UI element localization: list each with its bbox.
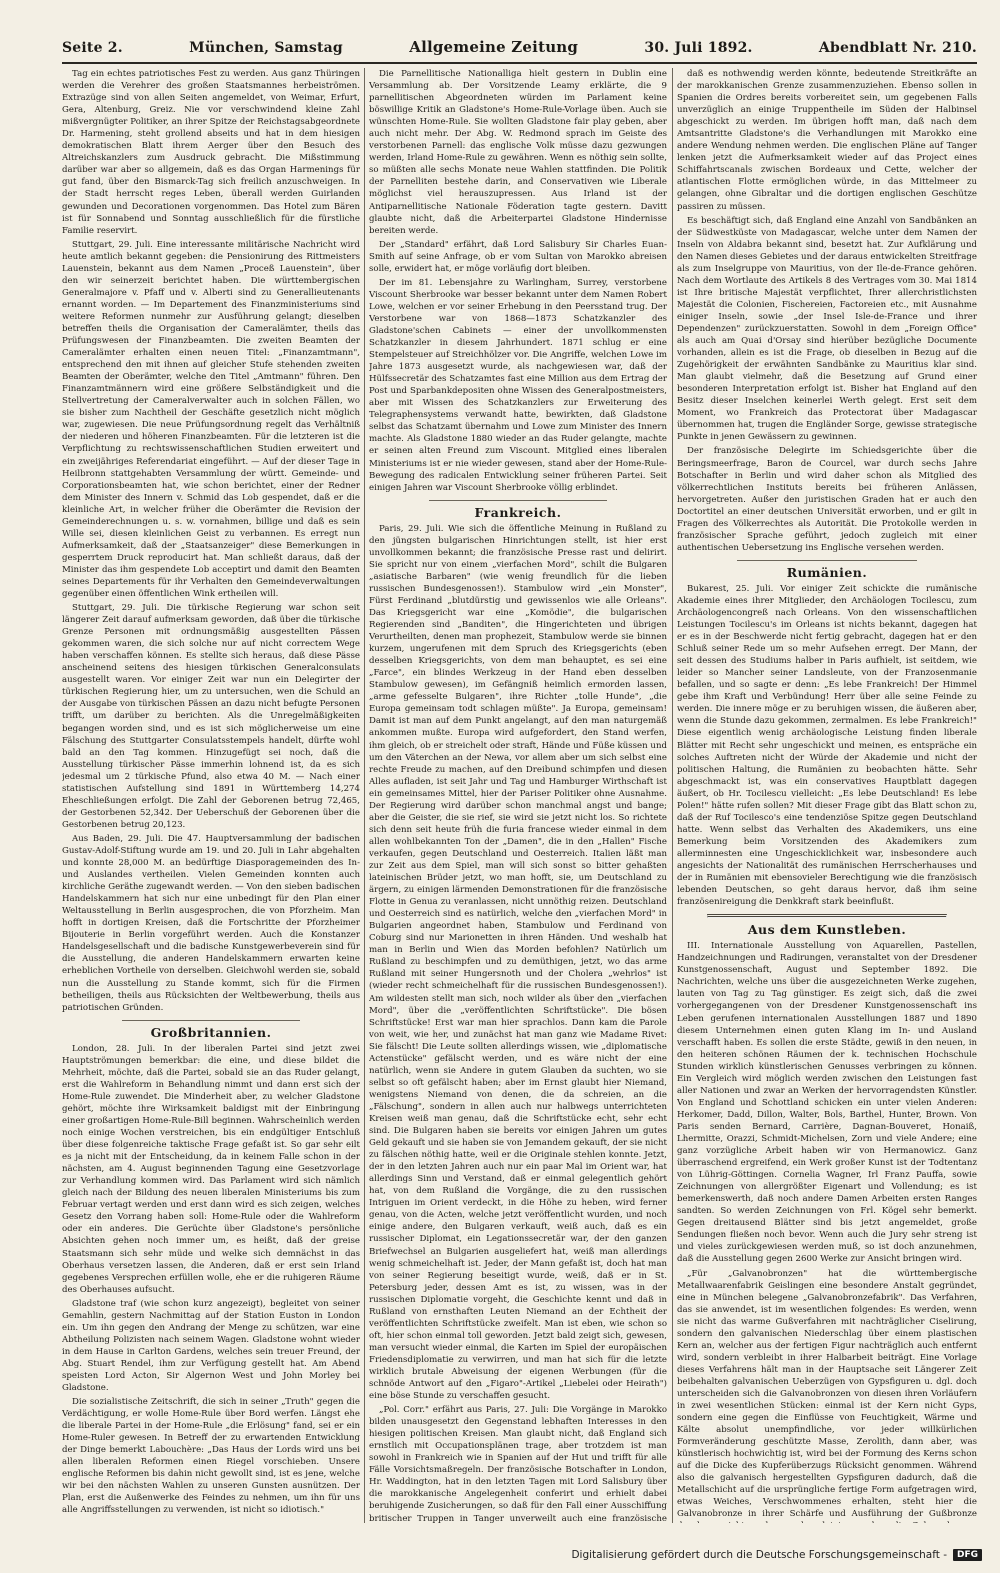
section-heading-art: Aus dem Kunstleben. <box>747 922 907 938</box>
section-heading-gb: Großbritannien. <box>150 1024 272 1040</box>
divider <box>429 500 607 501</box>
credit-text: Digitalisierung gefördert durch die Deutsche Forschungsgemeinschaft - <box>571 1549 947 1561</box>
article-paragraph: Aus Baden, 29. Juli. Die 47. Hauptversammlung der badischen Gustav-Adolf-Stiftung wurde am 19. und 20. Juli in Lahr abgehalten und konnte 28,000 M. an bedürftige Diasporagemeinden des In- und Auslandes vertheilen. Vielen Gemeinden konnten auch kirchliche Geräthe zugewandt werden. — Von den sieben badischen Handelskammern hat sich nur eine unbedingt für den Plan einer Weltausstellung in Berlin ausgesprochen, die von Pforzheim. Man hofft in dortigen Kreisen, daß die Fortschritte der Pforzheimer Bijouterie in Berlin vorgeführt werden. Auch die Konstanzer Handelsgesellschaft und die badische Kunstgewerbeverein sind für die Ausstellung, die anderen Handelskammern erwarten keine erheblichen Vortheile von derselben. Gleichwohl werden sie, sobald nun die Ausstellung zu Stande kommt, sich für die Firmen betheiligen, theils aus Rücksichten der Weltbewerbung, theils aus patriotischen Gründen. <box>62 833 360 1013</box>
newspaper-title: Allgemeine Zeitung <box>409 38 579 56</box>
section-heading-fr: Frankreich. <box>474 504 562 520</box>
article-paragraph: Die Parnellitische Nationalliga hielt gestern in Dublin eine Versammlung ab. Der Vorsitzende Leamy erklärte, die 9 parnellitischen Abgeordneten würden im Parlament keine böswillige Kritik an Gladstone's Home-Rule-Vorlage üben. Auch sie wünschten Home-Rule. Sie wollten Gladstone fair play geben, aber auch nicht mehr. Der Abg. W. Redmond sprach im Geiste des verstorbenen Parnell: das englische Volk müsse dazu gezwungen werden, Irland Home-Rule zu gewähren. Wenn es nöthig sein sollte, so müßten alle sechs Monate neue Wahlen stattfinden. Die Politik der Parnelliten bestehe darin, and Conservativen wie Liberale möglichst viel herauszupressen. Aus Irland ist der Antiparnellitische Nationale Föderation tagte gestern. Davitt glaubte nicht, daß die Arbeiterpartei Gladstone Hindernisse bereiten werde. <box>369 69 667 236</box>
column-rule <box>364 68 365 1523</box>
column-1 <box>62 68 360 1523</box>
article-paragraph: London, 28. Juli. In der liberalen Partei sind jetzt zwei Hauptströmungen bemerkbar: die eine, und diese bildet die Mehrheit, möchte, daß die Partei, sobald sie an das Ruder gelangt, erst die Wahlreform in Behandlung nimmt und dann erst sich der Home-Rule zuwendet. Die Minderheit aber, zu welcher Gladstone gehört, möchte ihre Wirksamkeit baldigst mit der Einbringung einer großartigen Home-Rule-Bill beginnen. Wahrscheinlich werden noch einige Wochen verstreichen, bis ein endgültiger Entschluß über diese folgenreiche taktische Frage gefaßt ist. So gar sehr eilt es ja nicht mit der Entscheidung, da in keinem Falle schon in der nächsten, am 4. August beginnenden Tagung eine Gesetzvorlage zur Verhandlung kommen wird. Das Parlament wird sich nämlich gleich nach der Bildung des neuen liberalen Ministeriums bis zum Februar vertagt werden und erst dann wird es sich zeigen, welches Gesetz den Vorrang haben soll: Home-Rule oder die Wahlreform oder ein anderes. Die Gerüchte über Gladstone's persönliche Absichten gehen noch immer um, es heißt, daß der greise Staatsmann sich sehr müde und welke sich demnächst in das Oberhaus versetzen lassen, die Anderen, daß er erst sein Irland gegebenes Versprechen erfüllen wolle, ehe er die ruhigeren Räume des Oberhauses aufsucht. <box>62 1043 360 1295</box>
article-paragraph: Der im 81. Lebensjahre zu Warlingham, Surrey, verstorbene Viscount Sherbrooke war besser bekannt unter dem Namen Robert Lowe, welchen er vor seiner Erhebung in den Peersstand trug. Der Verstorbene war von 1868—1873 Schatzkanzler des Gladstone'schen Cabinets — einer der unvollkommensten Schatzkanzler in diesem Jahrhundert. 1871 schlug er eine Stempelsteuer auf Streichhölzer vor. Die Angriffe, welchen Lowe im Jahre 1873 ausgesetzt wurde, als nachgewiesen war, daß der Hülfssecretär des Schatzamtes fast eine Million aus dem Ertrag der Post und Sparbankdepositen ohne Wissen des Generalpostmeisters, aber mit Wissen des Schatzkanzlers zur Erweiterung des Telegraphensystems verwandt hatte, bewirkten, daß Gladstone selbst das Schatzamt übernahm und Lowe zum Minister des Innern machte. Als Gladstone 1880 wieder an das Ruder gelangte, machte er seinen alten Freund zum Viscount. Mitglied eines liberalen Ministeriums ist er nie wieder gewesen, stand aber der Home-Rule-Bewegung des radicalen Entwicklung seiner früheren Partei. Seit einigen Jahren war Viscount Sherbrooke völlig erblindet. <box>369 277 667 493</box>
article-paragraph: Der „Standard" erfährt, daß Lord Salisbury Sir Charles Euan-Smith auf seine Anfrage, ob er vom Sultan von Marokko abreisen solle, erwidert hat, er möge vorläufig dort bleiben. <box>369 239 667 274</box>
article-paragraph: „Für „Galvanobronzen" hat die württembergische Metallwaarenfabrik Geislingen eine besondere Anstalt gegründet, eine in München belegene „Galvanobronzefabrik". Das Verfahren, das sie anwendet, ist im wesentlichen folgendes: Es werden, wenn sie nicht das warme Gußverfahren mit nachträglicher Ciselirung, sondern den galvanischen Niederschlag über einem plastischen Kern an, welcher aus der fertigen Figur nachträglich auch entfernt wird, sondern verbleibt in ihrer Halbarbeit beiträgt. Eine Vorlage dieses Verfahrens hält man in der Hauptsache seit Längerer Zeit beibehalten galvanischen Ueberzügen von Gypsfiguren u. dgl. doch unterscheiden sich die Galvanobronzen von diesen ihren Vorläufern in zwei wesentlichen Stücken: einmal ist der Kern nicht Gyps, sondern eine gegen die Einflüsse von Feuchtigkeit, Wärme und Kälte absolut unempfindliche, vor jeder willkürlichen Formveränderung geschützte Masse, Zerolith, dann aber, was künstlerisch hochwichtig ist, wird bei der Formung des Kerns schon auf die Dicke des Kupferüberzugs Rücksicht genommen. Während also die galvanisch hergestellten Gypsfiguren dadurch, daß die Metallschicht auf die ursprüngliche fertige Form aufgetragen wird, etwas Weiches, Verschwommenes erhalten, steht hier die Galvanobronze in ihrer Schärfe und Ausführung der Gußbronze <box>677 1268 977 1520</box>
article-paragraph: Die sozialistische Zeitschrift, die sich in seiner „Truth" gegen die Verdächtigung, er wolle Home-Rule über Bord werfen. Längst ehe die liberale Partei in der Home-Rule „die Erlösung" fand, sei er ein Home-Ruler gewesen. In Betreff der zu erwartenden Entwicklung der Dinge bemerkt Labouchère: „Das Haus der Lords wird uns bei allen liberalen Reformen einen Riegel vorschieben. Unsere englische Reformen bis dahin nicht gewollt sind, ist es jene, welche wir bei den nächsten Wahlen zu unseren Gunsten ausnützen. Der Plan, erst die Außenwerke des Feindes zu nehmen, um ihn für uns alle Angriffsstellungen zu verwenden, ist nicht so idiotisch." <box>62 1397 360 1516</box>
article-paragraph: Bukarest, 25. Juli. Vor einiger Zeit schickte die rumänische Akademie eines ihrer Mitglieder, den Archäologen Tocilescu, zum Archäologencongreß nach Orleans. Von den wissenschaftlichen Leistungen Tocilescu's im Orleans ist nichts bekannt, dagegen hat er es in der Beschwerde nicht fertig gebracht, dagegen hat er den Schluß seiner Rede um so mehr Aufsehen erregt. Der Mann, der seit dessen des Studiums halber in Paris aufhielt, ist seitdem, wie leider so Mancher seiner Landsleute, von der Franzosenmanie befallen, und so sagte er denn: „Es lebe Frankreich! Der Himmel gebe ihm Kraft und Verbündung! Herr über alle seine Feinde zu werden. Die innere möge er zu beruhigen wissen, die äußeren aber, wenn die Stunde dazu gekommen, zermalmen. Es lebe Frankreich!" Diese eigentlich wenig archäologische Leistung finden liberale Blätter mit Recht sehr ungeschickt und meinen, es entspräche ein solches Auftreten nicht der Würde der Akademie und nicht der politischen Haltung, die Rumänien zu beobachten hätte. Sehr abgeschmackt ist, was ein conservatives Hauptblatt dagegen äußert, ob Hr. Tocilescu vielleicht: „Es lebe Deutschland! Es lebe Polen!" hätte rufen sollen? Mit dieser Frage gibt das Blatt schon zu, daß der Ruf Tocilesco's eine tendenziöse Spitze gegen Deutschland hatte. Wenn selbst das Verhalten des Akademikers, uns eine Bemerkung beim Vorsitzenden des Akademikers zum allerminnesten eine Ungeschicklichkeit war, insbesondere auch angesichts der Nationalität des rumänischen Herrscherhauses und der in Rumänien mit ebensovieler Berechtigung wie die französisch lebenden Deutschen, so geht daraus hervor, daß ihm seine französenireigung die Denkkraft stark beeinflußt. <box>677 583 977 908</box>
divider <box>737 560 917 561</box>
article-paragraph: „Pol. Corr." erfährt aus Paris, 27. Juli: Die Vorgänge in Marokko bilden unausgesetzt den Gegenstand lebhaften Interesses in den hiesigen politischen Kreisen. Man glaubt nicht, daß England sich ernstlich mit Occupationsplänen trage, aber trotzdem ist man sowohl in Frankreich wie in Spanien auf der Hut und trifft für alle Fälle Vorsichtsmaßregeln. Der französische Botschafter in London, Hr. Waddington, hat in den letzten Tagen mit Lord Salisbury über die marokkanische Angelegenheit conferirt und erhielt dabei beruhigende Zusicherungen, so daß für den Fall einer Ausschiffung britischer Truppen in Tanger unverweilt auch eine französische <box>369 1405 667 1523</box>
article-paragraph: Tag ein echtes patriotisches Fest zu werden. Aus ganz Thüringen werden die Verehrer des großen Staatsmannes herbeiströmen. Extrazüge sind von allen Seiten angemeldet, von Weimar, Erfurt, Gera, Altenburg, Greiz. Nie vor verschwindend kleine Zahl mißvergnügter Politiker, an ihrer Spitze der Reichstagsabgeordnete Dr. Harmening, steht grollend abseits und hat in dem hiesigen demokratischen Blatt ihrem Aerger über den Besuch des Altreichskanzlers zum Ausdruck gebracht. Die Mißstimmung darüber war aber so allgemein, daß es das Organ Harmenings für gut fand, über den Bismarck-Tag sich freilich anzuschweigen. In der Stadt herrscht reges Leben, überall werden Guirlanden gewunden und Decorationen vorgenommen. Das Hotel zum Bären ist für Sonnabend und Sonntag ausschließlich für die fürstliche Familie reservirt. <box>62 69 360 236</box>
dfg-logo-icon: DFG <box>953 1549 982 1561</box>
newspaper-page <box>62 38 977 1528</box>
section-heading-ro: Rumänien. <box>786 564 868 580</box>
digitization-credit <box>571 1549 982 1561</box>
double-divider <box>707 914 947 918</box>
page-number: Seite 2. <box>62 40 123 56</box>
divider <box>122 1020 300 1021</box>
article-paragraph: Es beschäftigt sich, daß England eine Anzahl von Sandbänken an der Südwestküste von Madagascar, welche unter dem Namen der Inseln von Aldabra bekannt sind, besetzt hat. Zur Aufklärung und den Namen dieses Gebietes und der daraus entwickelten Streitfrage als zum Inselgruppe von Mauritius, von der Ile-de-France gehören. Nach dem Wortlaute des Artikels 8 des Vertrages vom 30. Mai 1814 ist Ihre britische Majestät verpflichtet, Ihrer allerchristlichsten Majestät die Colonien, Fischereien, Factoreien etc., mit Ausnahme einiger Inseln, sowie „der Insel Isle-de-France und ihrer Dependenzen" zurückzuerstatten. Sowohl in dem „Foreign Office" als auch am Quai d'Orsay sind hierüber bezügliche Documente vorhanden, allein es ist die Frage, ob dieselben in Bezug auf die Zugehörigkeit der erwähnten Sandbänke zu Mauritius klar sind. Man glaubt vielmehr, daß die Besetzung auf Grund einer besonderen Interpretation erfolgt ist. Bisher hat England auf den Besitz dieser Inselchen keinerlei Werth gelegt. Erst seit dem Moment, wo Frankreich das Protectorat über Madagascar übernommen hat, trugen die Engländer Sorge, gewisse strategische Punkte in jenen Gewässern zu gewinnen. <box>677 215 977 443</box>
column-rule <box>672 68 673 1523</box>
article-columns <box>62 68 977 1523</box>
article-paragraph: Stuttgart, 29. Juli. Die türkische Regierung war schon seit längerer Zeit darauf aufmerksam geworden, daß über die türkische Grenze Personen mit ordnungsmäßig ausgestellten Pässen gekommen waren, die sich solche nur auf nicht correctem Wege haben verschaffen können. Es stellte sich heraus, daß diese Pässe anscheinend seitens des hiesigen türkischen Generalconsulats ausgestellt waren. Vor einiger Zeit war nun ein Delegirter der türkischen Regierung hier, um zu untersuchen, wen die Schuld an der Ausgabe von türkischen Pässen an dazu nicht befugte Personen trifft, um darüber zu berichten. Als die Unregelmäßigkeiten begangen worden sind, und es ist sich möglicherweise um eine Fälschung des Stuttgarter Consulatsstempels handelt, dürfte wohl bald an den Tag kommen. Hinzugefügt sei noch, daß die Ausstellung türkischer Pässe immerhin lohnend ist, da es sich jedesmal um 2 türkische Pfund, also etwa 40 M. — Nach einer statistischen Aufstellung sind 1891 in Württemberg 14,274 Eheschließungen erfolgt. Die Zahl der Geborenen betrug 72,465, der Gestorbenen 52,342. Der Ueberschuß der Geborenen über die Gestorbenen betrug 20,123. <box>62 603 360 830</box>
column-3 <box>677 68 977 1523</box>
article-paragraph: daß es nothwendig werden könnte, bedeutende Streitkräfte an der marokkanischen Grenze zusammenzuziehen. Ebenso sollen in Spanien die Ordres bereits vorbereitet sein, um gegebenen Falls unverzüglich an einige Truppentheile im Süden der Halbinsel abgeschickt zu werden. Im übrigen hofft man, daß nach dem Amtsantritte Gladstone's die Verhandlungen mit Marokko eine andere Wendung nehmen werden. Die englischen Pläne auf Tanger lenken jetzt die Aufmerksamkeit wieder auf das Project eines Schiffahrtscanals zwischen Bordeaux und Cette, welcher der atlantischen Flotte ermöglichen würde, in das Mittelmeer zu gelangen, ohne Gibraltar und die dortigen englischen Geschütze passiren zu müssen. <box>677 69 977 212</box>
masthead <box>62 38 977 64</box>
edition-label: Abendblatt Nr. 210. <box>818 40 977 56</box>
article-paragraph: III. Internationale Ausstellung von Aquarellen, Pastellen, Handzeichnungen und Radirungen, veranstaltet von der Dresdener Kunstgenossenschaft, August und September 1892. Die Nachrichten, welche uns über die ausgezeichneten Werke zugehen, lauten von Tag zu Tag günstiger. Es zeigt sich, daß die zwei vorhergegangenen von der Dresdener Kunstgenossenschaft ins Leben gerufenen internationalen Ausstellungen 1887 und 1890 diesem Unternehmen einen guten Klang im In- und Ausland verschafft haben. Es sollen die erste Städte, gewiß in den neuen, in den heiteren schönen Räumen der k. technischen Hochschule Stunden wirklich künstlerischen Genusses verbringen zu können. Ein Vergleich wird möglich werden zwischen den Leistungen fast aller Nationen und zwar an Werken der hervorragendsten Künstler. Von England und Schottland schicken ein unter vielen Anderen: Herkomer, Dadd, Dillon, Walter, Bols, Barthel, Hunter, Brown. Von Paris senden Bernard, Carrière, Dagnan-Bouveret, Honaiß, Lhermitte, Orazzi, Schmidt-Michelsen, Zorn und viele Andere; eine ganz vorzügliche Arbeit haben wir von Hermanowicz. Ganz überraschend ergreifend, ein Werk großer Kunst ist der Todtentanz von Lührig-Göttingen. Cornelia Wagner, Irl Franz Pauffa, sowie Zeichnungen von allergrößter Eigenart und Vollendung; es ist bemerkenswerth, daß noch andere Damen Arbeiten ersten Ranges sandten. So werden Zeichnungen von Frl. Kögel sehr bemerkt. Gegen dreitausend Blätter sind bis jetzt angemeldet, große Sendungen fließen noch bevor. Wenn auch die Jury sehr streng ist und vieles zurückgewiesen werden muß, so ist doch anzunehmen, daß die Ausstellung gegen 2600 Werke zur Ansicht bringen wird. <box>677 941 977 1265</box>
article-paragraph: Paris, 29. Juli. Wie sich die öffentliche Meinung in Rußland zu den jüngsten bulgarischen Hinrichtungen stellt, ist hier erst unvollkommen bekannt; die französische Presse rast und delirirt. Sie spricht nur von einem „vierfachen Mord", schilt die Bulgaren „asiatische Barbaren" (wie wenig freundlich für die lieben russischen Bundesgenossen!). Stambulow wird „ein Monster", Fürst Ferdinand „blutdürstig und gewissenlos wie alle Orleans". Das Kriegsgericht war eine „Komödie", die bulgarischen Regierenden sind „Banditen", die Hingerichteten und übrigen Verurtheilten, denen man prophezeit, Stambulow werde sie binnen kurzem, ungerufenen mit dem Spruch des Kriegsgerichts (eben desselben Kriegsgerichts, von dem man behauptet, es sei eine „Farce", ein blindes Werkzeug in der Hand eben desselben Stambulow gewesen), im Gefängniß heimlich ermorden lassen, „arme gefesselte Bulgaren", ihre Richter „tolle Hunde", „die Europa gemeinsam todt schlagen müßte". Ja Europa, gemeinsam! Damit ist man auf dem Punkt angelangt, auf den man naturgemäß ankommen mußte. Europa wird aufgefordert, den Stand werfen, ihm gleich, ob er streichelt oder straft, Hände und Füße küssen und um den Väterchen an der Newa, vor allem aber um sich selbst eine rechte Freude zu machen, auf den Dreibund schimpfen und diesen Alles aufladen, ist seit Jahr und Tag und Hamburger Wirthschaft ist ein gemeinsames Mittel, hier der Pariser Politiker ohne Ausnahme. Der Regierung wird darüber schon manchmal angst und bange; aber die Geister, die sie rief, sie wird sie jetzt nicht los. So richtete sich denn seit heute früh die furia francese wieder einmal in dem allen wohlbekannten Ton der „Damen", die in den „Hallen" Fische verkaufen, gegen Deutschland und Oesterreich. Italien läßt man zur Zeit aus dem Spiel, man will sich sonst so bitter gehaßten lateinischen Brüder jetzt, wo man hofft, sie, um Deutschland zu ärgern, zu einigen lärmenden Demonstrationen für die französische Flotte in Genua zu veranlassen, nicht unnöthig reizen. Deutschland und Oesterreich sind es natürlich, welche den „vierfachen Mord" in Bulgarien angeordnet haben, Stambulow und Ferdinand von Coburg sind nur Marionetten in ihren Händen. Und weshalb hat man in Berlin und Wien das Morden befohlen? Natürlich um Rußland zu beschimpfen und zu demüthigen, jetzt, wo das arme Rußland mit seiner Hungersnoth und der Cholera „wehrlos" ist (wieder recht schmeichelhaft für die russischen Bundesgenossen!). Am wildesten stellt man sich, noch wilder als über den „vierfachen Mord", über die „veröffentlichten Schriftstücke". Die bösen Schriftstücke! Erst war man hier sprachlos. Dann kam die Parole von weit, wie her, und zunächst hat man ganz wie Madame Rivet: Sie fälscht! Die Leute sollten allerdings wissen, wie „diplomatische Actenstücke" gefälscht werden, und es wäre nicht der eine natürlich, wenn sie Andere in gutem Glauben da suchten, wo sie selbst so oft gefälscht haben; aber im Ernst glaubt hier Niemand, wenigstens Niemand von denen, die da schreien, an die „Fälschung", sondern in allen auch nur halbwegs unterrichteten Kreisen weiß man genau, daß die Schriftstücke echt, sehr echt sind. Die Bulgaren haben sie bereits vor einigen Jahren um gutes Geld gekauft und sie haben sie von Jemandem gekauft, der sie nicht zu fälschen nöthig hatte, weil er die Originale stehlen konnte. Jetzt, der in den letzten Jahren auch nur ein paar Mal im Orient war, hat allerdings Sinn und Verstand, daß er einmal gelegentlich gehört hat, von dem Rußland die Vorgänge, die zu den russischen Intriguen im Orient verdeckt, in die Höhe zu heben, wird ferner genau, von die Acten, welche jetzt veröffentlicht wurden, und noch einige andere, den Bulgaren verkauft, weiß auch, daß es ein russischer Diplomat, ein Legationssecretär war, der den ganzen Briefwechsel an Bulgarien ausgeliefert hat, weiß man allerdings wenig schmeichelhaft ist. Jeder, der Mann gefaßt ist, doch hat man von seiner Regierung beseitigt wurde, weiß, daß er in St. Petersburg jeder, dessen Amt es ist, zu wissen, was in der russischen Diplomatie vorgeht, die Geschichte kennt und daß in Rußland von ernsthaften Leuten Niemand an der Echtheit der veröffentlichten Schriftstücke zweifelt. Man ist eben, wie schon so oft, hier schon einmal toll geworden. Jetzt bald zeigt sich, gewesen, man versucht wieder einmal, die Karten im Spiel der europäischen Friedensdiplomatie zu verwirren, und man hat sich für die letzte wirklich brutale Abweisung der eigenen Werbungen (für die schnöde Antwort auf den „Figaro"-Artikel „Liebelei oder Heirath") eine böse Stunde zu verschaffen gesucht. <box>369 523 667 1402</box>
column-2 <box>369 68 667 1523</box>
article-paragraph: Gladstone traf (wie schon kurz angezeigt), begleitet von seiner Gemahlin, gestern Nachmittag auf der Station Euston in London ein. Um ihn gegen den Andrang der Menge zu schützen, war eine Abtheilung Polizisten nach seinem Wagen. Gladstone wohnt wieder in dem Hause in Carlton Gardens, welches sein treuer Freund, der Abg. Stuart Rendel, ihm zur Verfügung gestellt hat. Am Abend speisten Lord Acton, Sir Algernon West und John Morley bei Gladstone. <box>62 1298 360 1394</box>
issue-date: 30. Juli 1892. <box>644 40 753 56</box>
article-paragraph: Der französische Delegirte im Schiedsgerichte über die Beringsmeerfrage, Baron de Courcel, war durch sechs Jahre Botschafter in Berlin und wird daher schon als Mitglied des völkerrechtlichen Instituts bereits bei früheren Anlässen, hervorgetreten. Außer den juristischen Graden hat er auch den Doctortitel an einer deutschen Universität erworben, und er gilt in Fragen des Völkerrechtes als Autorität. Die Protokolle werden in französischer Sprache geführt, jedoch zugleich mit einer authentischen Uebersetzung ins Englische versehen werden. <box>677 446 977 553</box>
article-paragraph: Stuttgart, 29. Juli. Eine interessante militärische Nachricht wird heute amtlich bekannt gegeben: die Pensionirung des Rittmeisters Lauenstein, bekannt aus dem Namen „Proceß Lauenstein", über den wir seinerzeit berichtet haben. Die württembergischen Generalmajore v. Pfaff und v. Alberti sind zu Generallieutenants ernannt worden. — Im Departement des Finanzministeriums sind weitere Reformen nunmehr zur Ausführung gelangt; dieselben betreffen theils die Organisation der Cameralämter, theils das Prüfungswesen der Finanzbeamten. Die zweiten Beamten der Cameralämter erhalten einen neuen Titel: „Finanzamtmann", entsprechend den mit ihnen auf gleicher Stufe stehenden zweiten Beamten der Oberämter, welche den Titel „Amtmann" führen. Den Finanzamtmännern wird eine größere Selbständigkeit und die Stellvertretung der Cameralverwalter auch in solchen Fällen, wo sie bisher zum Nachtheil der Geschäfte gesetzlich nicht möglich war, zugewiesen. Die neue Prüfungsordnung regelt das Verhältniß der niederen und höheren Finanzbeamten. Für die letzteren ist die Verpflichtung zu rechtswissenschaftlichen Studien erweitert und ein zweijähriges Referendariat eingeführt. — Auf der dieser Tage in Heilbronn stattgehabten Versammlung der württ. Gemeinde- und Corporationsbeamten hat, wie schon berichtet, einer der Redner dem Minister des Innern v. Schmid das Lob gespendet, daß er die kleinliche Art, in welcher früher die Oberämter die Revision der Gemeinderechnungen u. s. w. vornahmen, billige und daß es sein Wille sei, diesen kleinlichen Geist zu verbannen. Es erregt nun Aufmerksamkeit, daß der „Staatsanzeiger" diese Bemerkungen in gesperrtem Druck reproducirt hat. Man schließt daraus, daß der Minister das ihm gespendete Lob acceptirt und damit den Beamten seines Departements für ihr Verhalten den Gemeindeverwaltungen gegenüber einen öffentlichen Wink ertheilen will. <box>62 239 360 600</box>
city-date: München, Samstag <box>189 40 343 56</box>
